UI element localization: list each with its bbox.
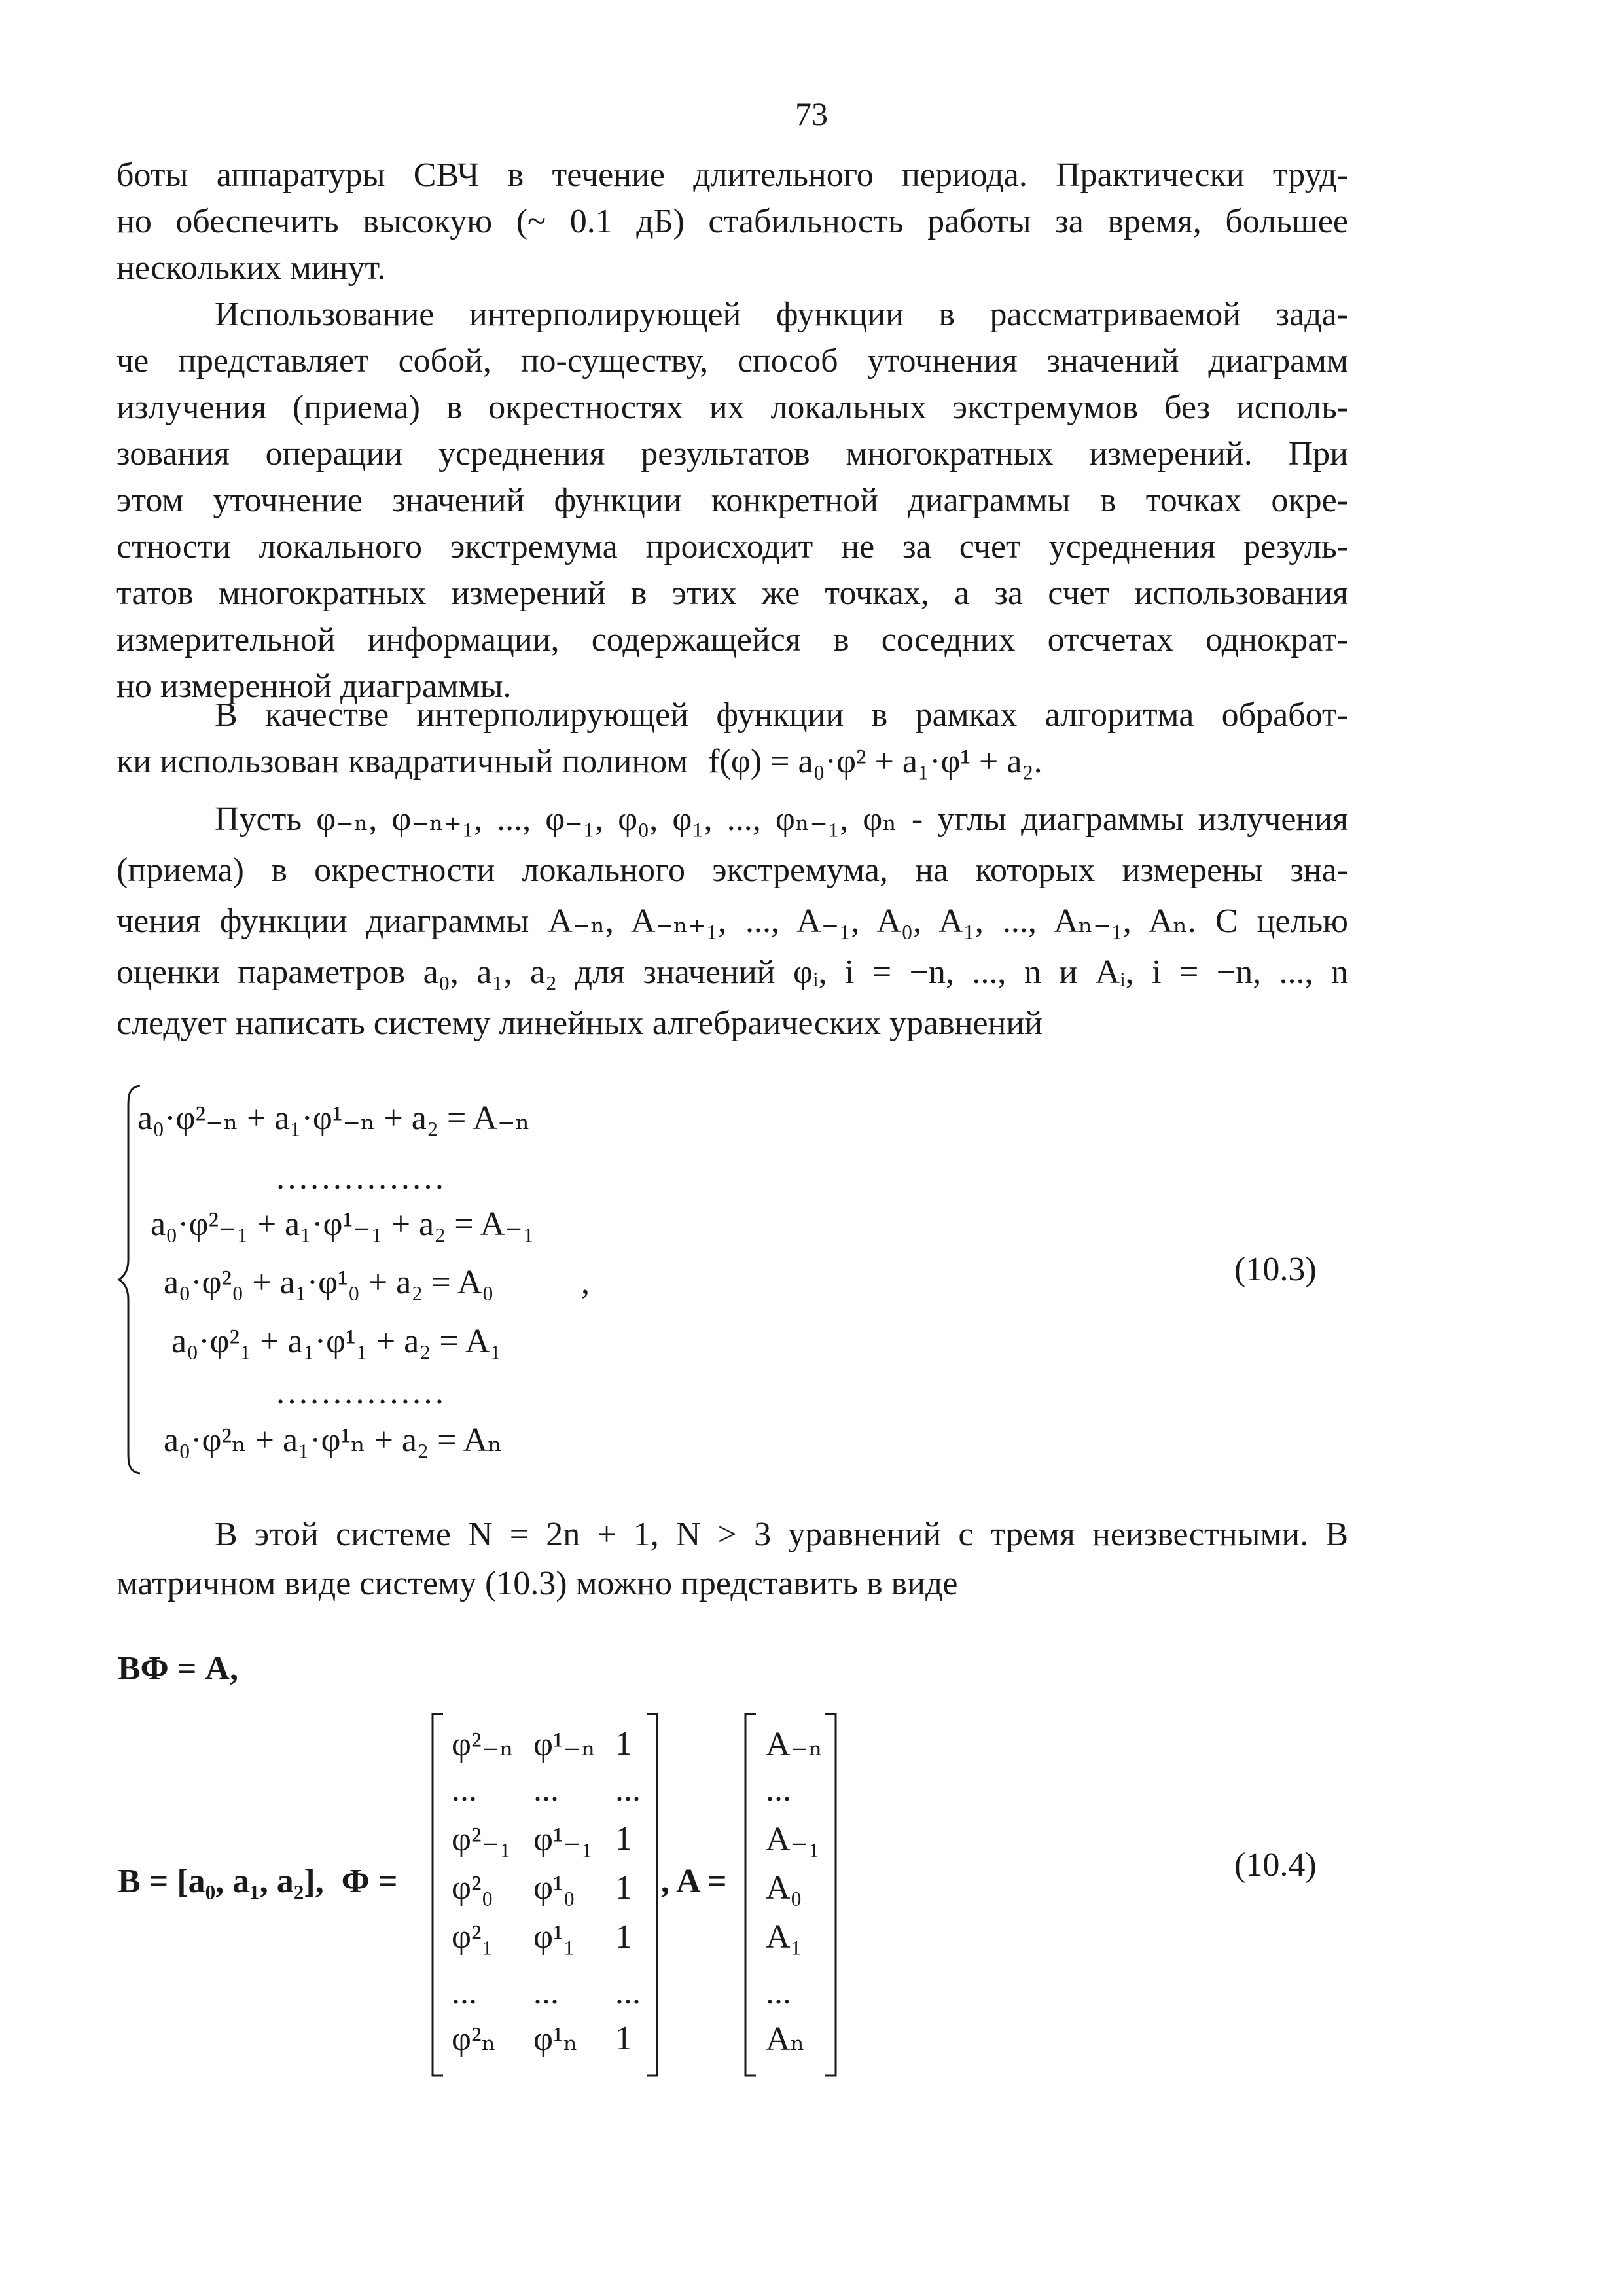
B-definition-text: B = [a₀, a₁, a₂], xyxy=(118,1863,324,1900)
text-line xyxy=(116,738,1348,785)
Phi-matrix-cell: φ¹₋₁ xyxy=(533,1821,594,1858)
A-vector-cell: ... xyxy=(766,1974,791,2011)
Phi-matrix-cell: φ²₋ₙ xyxy=(452,1726,514,1763)
system-equation-5: a₀·φ²ₙ + a₁·φ¹ₙ + a₂ = Aₙ xyxy=(164,1422,503,1459)
A-vector-cell: A₋ₙ xyxy=(766,1726,823,1763)
A-label xyxy=(661,1862,726,1901)
angles-formula: φ₋ₙ, φ₋ₙ₊₁, ..., φ₋₁, φ₀, φ₁, ..., φₙ₋₁, φₙ xyxy=(316,800,897,838)
Phi-matrix-cell: ... xyxy=(615,1771,641,1808)
text-line: нескольких минут. xyxy=(116,249,386,287)
text-fragment: уравнений с тремя неизвестными. В xyxy=(788,1516,1349,1553)
equation-number: (10.3) xyxy=(1234,1251,1317,1288)
Phi-matrix-cell: φ²ₙ xyxy=(452,2020,497,2058)
text-line: зования операции усреднения результатов многократных измерений. При xyxy=(116,435,1348,473)
params-formula: a₀, a₁, a₂ xyxy=(423,954,558,991)
text-line: стности локального экстремума происходит не за счет усреднения резуль- xyxy=(116,528,1348,565)
text-line: В качестве интерполирующей функции в рамках алгоритма обработ- xyxy=(215,696,1348,734)
N-formula: N = 2n + 1, N > 3 xyxy=(468,1516,772,1553)
paragraph-4 xyxy=(116,794,1348,1049)
system-comma: , xyxy=(581,1264,590,1301)
A-label-text: , A = xyxy=(661,1863,727,1900)
Phi-matrix-cell: φ¹₋ₙ xyxy=(533,1726,596,1763)
text-line: этом уточнение значений функции конкретной диаграммы в точках окре- xyxy=(116,482,1348,519)
A-vector-cell: A₀ xyxy=(766,1869,802,1907)
text-fragment: - углы диаграммы излучения xyxy=(911,800,1349,838)
Phi-label: Φ = xyxy=(341,1863,398,1900)
Phi-matrix-cell: φ²₁ xyxy=(452,1918,493,1956)
text-fragment: чения функции диаграммы xyxy=(116,903,529,940)
equation-number: (10.4) xyxy=(1234,1846,1317,1884)
text-line: следует написать систему линейных алгебраических уравнений xyxy=(116,1005,1043,1042)
text-line: но обеспечить высокую (~ 0.1 дБ) стабильность работы за время, большее xyxy=(116,203,1348,240)
Phi-matrix-cell: 1 xyxy=(615,1918,632,1956)
text-fragment: С целью xyxy=(1215,903,1349,940)
system-equation-4: a₀·φ²₁ + a₁·φ¹₁ + a₂ = A₁ xyxy=(171,1323,502,1360)
text-line xyxy=(116,947,1348,998)
page-number: 73 xyxy=(795,96,828,132)
A-vector-cell: Aₙ xyxy=(766,2020,806,2058)
text-fragment: и xyxy=(1059,954,1078,991)
Phi-matrix-cell: 1 xyxy=(615,1869,632,1907)
A-vector-cell: ... xyxy=(766,1771,791,1808)
Phi-matrix-cell: ... xyxy=(615,1974,641,2011)
phi-range-formula: φᵢ, i = −n, ..., n xyxy=(793,954,1041,991)
text-fragment: Пусть xyxy=(215,800,302,838)
text-line: но измеренной диаграммы. xyxy=(116,668,512,705)
text-line xyxy=(116,794,1348,845)
Phi-matrix-cell: 1 xyxy=(615,1725,632,1763)
Phi-matrix-cell: φ¹₀ xyxy=(533,1869,575,1907)
text-line: (приема) в окрестности локального экстремума, на которых измерены зна- xyxy=(116,852,1348,889)
paragraph-5 xyxy=(116,1510,1348,1608)
text-fragment: оценки параметров xyxy=(116,954,406,991)
values-formula: A₋ₙ, A₋ₙ₊₁, ..., A₋₁, A₀, A₁, ..., Aₙ₋₁, Aₙ. xyxy=(548,903,1196,940)
paragraph-3 xyxy=(116,692,1348,785)
system-dots: …………… xyxy=(275,1159,445,1196)
text-line: татов многократных измерений в этих же точках, а за счет использования xyxy=(116,575,1348,612)
text-line: излучения (приема) в окрестностях их локальных экстремумов без исполь- xyxy=(116,389,1348,426)
B-definition xyxy=(118,1862,397,1901)
Phi-matrix-cell: φ²₀ xyxy=(452,1869,493,1907)
paragraph-2 xyxy=(116,291,1348,709)
A-vector-cell: A₋₁ xyxy=(766,1821,821,1858)
text-line: матричном виде систему (10.3) можно представить в виде xyxy=(116,1565,958,1602)
Phi-matrix-cell: ... xyxy=(533,1771,559,1808)
text-fragment: В этой системе xyxy=(215,1516,451,1553)
Phi-matrix-cell: φ¹ₙ xyxy=(533,2020,579,2058)
system-equation-1: a₀·φ²₋ₙ + a₁·φ¹₋ₙ + a₂ = A₋ₙ xyxy=(137,1100,530,1137)
A-range-formula: Aᵢ, i = −n, ..., n xyxy=(1095,954,1348,991)
polynomial-formula: f(φ) = a₀·φ² + a₁·φ¹ + a₂. xyxy=(708,743,1043,780)
text-line: Использование интерполирующей функции в рассматриваемой зада- xyxy=(215,296,1348,333)
system-dots: …………… xyxy=(275,1374,445,1411)
Phi-matrix-cell: ... xyxy=(533,1974,559,2011)
text-line xyxy=(116,896,1348,947)
Phi-matrix-cell: ... xyxy=(452,1974,477,2011)
paragraph-1 xyxy=(116,152,1348,291)
Phi-matrix-cell: ... xyxy=(452,1771,477,1808)
system-equation-2: a₀·φ²₋₁ + a₁·φ¹₋₁ + a₂ = A₋₁ xyxy=(151,1206,535,1243)
text-fragment: для значений xyxy=(575,954,776,991)
Phi-matrix-cell: φ²₋₁ xyxy=(452,1821,512,1858)
Phi-matrix-cell: 1 xyxy=(615,2020,632,2057)
text-line: че представляет собой, по-существу, способ уточнения значений диаграмм xyxy=(116,342,1348,380)
matrix-equation-main: BΦ = A, xyxy=(118,1650,238,1687)
curly-brace xyxy=(116,1083,143,1476)
text-line xyxy=(116,1510,1348,1559)
text-fragment: ки использован квадратичный полином xyxy=(116,743,688,780)
text-line: боты аппаратуры СВЧ в течение длительного периода. Практически труд- xyxy=(116,156,1348,194)
text-line: измерительной информации, содержащейся в соседних отсчетах однократ- xyxy=(116,621,1348,658)
Phi-matrix-cell: 1 xyxy=(615,1820,632,1857)
Phi-matrix-cell: φ¹₁ xyxy=(533,1918,575,1956)
A-vector-cell: A₁ xyxy=(766,1918,802,1956)
system-equation-3: a₀·φ²₀ + a₁·φ¹₀ + a₂ = A₀ xyxy=(164,1264,494,1301)
